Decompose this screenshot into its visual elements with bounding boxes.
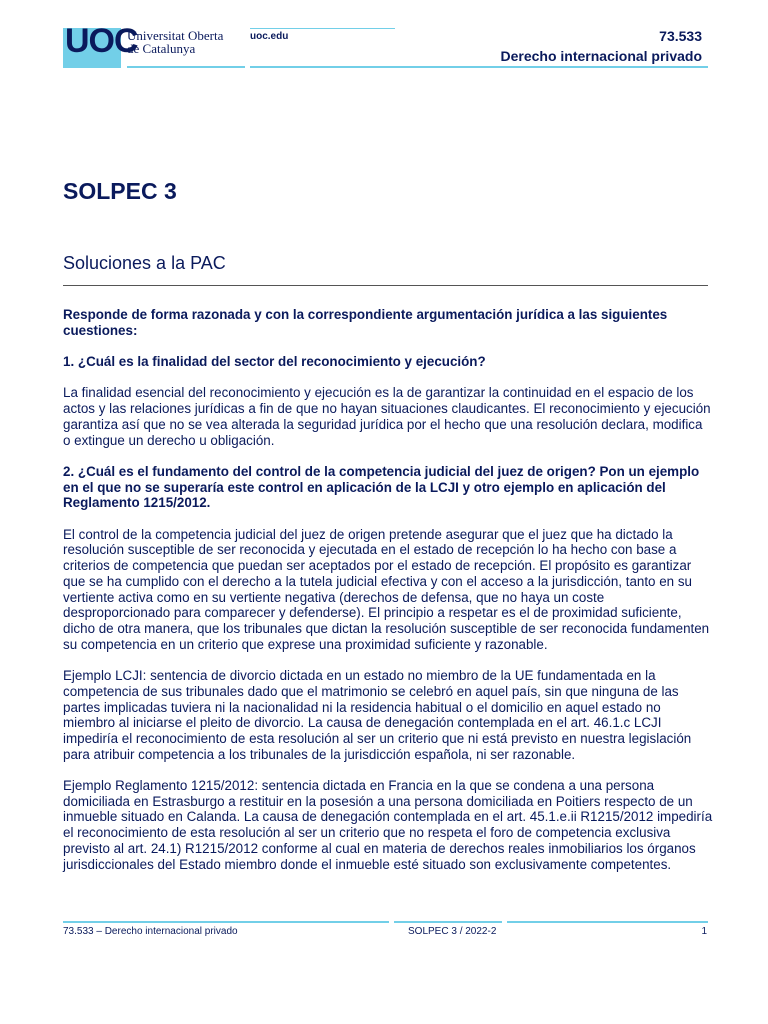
title-divider — [63, 285, 708, 286]
website-link[interactable]: uoc.edu — [250, 31, 289, 42]
course-code: 73.533 — [659, 28, 702, 44]
uoc-logo — [63, 22, 138, 68]
answer-2-paragraph-1: El control de la competencia judicial del juez de origen pretende asegurar que el juez que ha dictado la resolución susceptible de ser reconocida y ejecutada en el estado de recepción lo ha hecho con base a criterios de competencia que puedan ser aceptados por el estado de recepción. El propósito es garantizar que se ha cumplido con el derecho a la tutela judicial efectiva y con el acceso a la jurisdicción, tanto en su vertiente activa como en su vertiente negativa (derechos de defensa, que no haya un coste desproporcionado para comparecer y defenderse). El principio a respetar es el de proximidad suficiente, dicho de otra manera, que los tribunales que dictan la resolución susceptible de ser reconocida fundamenten su competencia en un criterio que exprese una proximidad suficiente y razonable. — [63, 526, 710, 652]
footer-rule-right — [507, 921, 708, 923]
question-1: 1. ¿Cuál es la finalidad del sector del reconocimiento y ejecución? — [63, 354, 486, 370]
instructions: Responde de forma razonada y con la correspondiente argumentación jurídica a las siguientes cuestiones: — [63, 307, 668, 338]
header-rule-top — [250, 28, 395, 29]
page-header — [0, 0, 768, 80]
answer-1: La finalidad esencial del reconocimiento y ejecución es la de garantizar la continuidad en el espacio de los actos y las relaciones jurídicas a fin de que no hayan situaciones claudicantes. El reconocimiento y ejecución garantiza así que no se vea alterada la seguridad jurídica por el hecho que una resolución declara, modifica o extingue un derecho u obligación. — [63, 385, 711, 448]
uoc-logo-text: UOC — [65, 22, 138, 60]
document-title: SOLPEC 3 — [63, 178, 177, 204]
university-name-line2: de Catalunya — [127, 41, 196, 56]
header-rule-left — [127, 66, 245, 68]
header-rule-right — [250, 66, 708, 68]
footer-document-id: SOLPEC 3 / 2022-2 — [408, 926, 497, 937]
page-number: 1 — [701, 926, 707, 937]
university-name-line1: Universitat Oberta — [127, 28, 224, 43]
document-body — [63, 307, 713, 888]
course-name: Derecho internacional privado — [500, 48, 702, 64]
answer-2-paragraph-2: Ejemplo LCJI: sentencia de divorcio dictada en un estado no miembro de la UE fundamentada en la competencia de sus tribunales dado que el matrimonio se celebró en aquel país, sin que ninguna de las partes implicadas tuviera ni la nacionalidad ni la residencia habitual o el domicilio en aquel estado no miembro al iniciarse el pleito de divorcio. La causa de denegación contemplada en el art. 46.1.c LCJI impediría el reconocimiento de esta resolución al ser un criterio que ni está previsto en nuestra legislación para atribuir competencia a los tribunales de la jurisdicción española, ni ser razonable. — [63, 668, 692, 762]
footer-rule-middle — [394, 921, 502, 923]
university-name — [127, 29, 223, 55]
answer-2-paragraph-3: Ejemplo Reglamento 1215/2012: sentencia dictada en Francia en la que se condena a una persona domiciliada en Estrasburgo a restituir en la posesión a una persona domiciliada en Poitiers respecto de un inmueble situado en Calanda. La causa de denegación contemplada en el art. 45.1.e.ii R1215/2012 impediría el reconocimiento de esta resolución al ser un criterio que no respeta el foro de competencia exclusiva previsto al art. 24.1) R1215/2012 conforme al cual en materia de derechos reales inmobiliarios los órganos jurisdiccionales del Estado miembro donde el inmueble esté situado son exclusivamente competentes. — [63, 778, 713, 872]
document-subtitle: Soluciones a la PAC — [63, 253, 226, 273]
footer-course: 73.533 – Derecho internacional privado — [63, 926, 238, 937]
footer-rule-left — [63, 921, 389, 923]
question-2: 2. ¿Cuál es el fundamento del control de la competencia judicial del juez de origen? Pon un ejemplo en el que no se superaría este control en aplicación de la LCJI y otro ejemplo en aplicación del Reglamento 1215/2012. — [63, 463, 700, 511]
